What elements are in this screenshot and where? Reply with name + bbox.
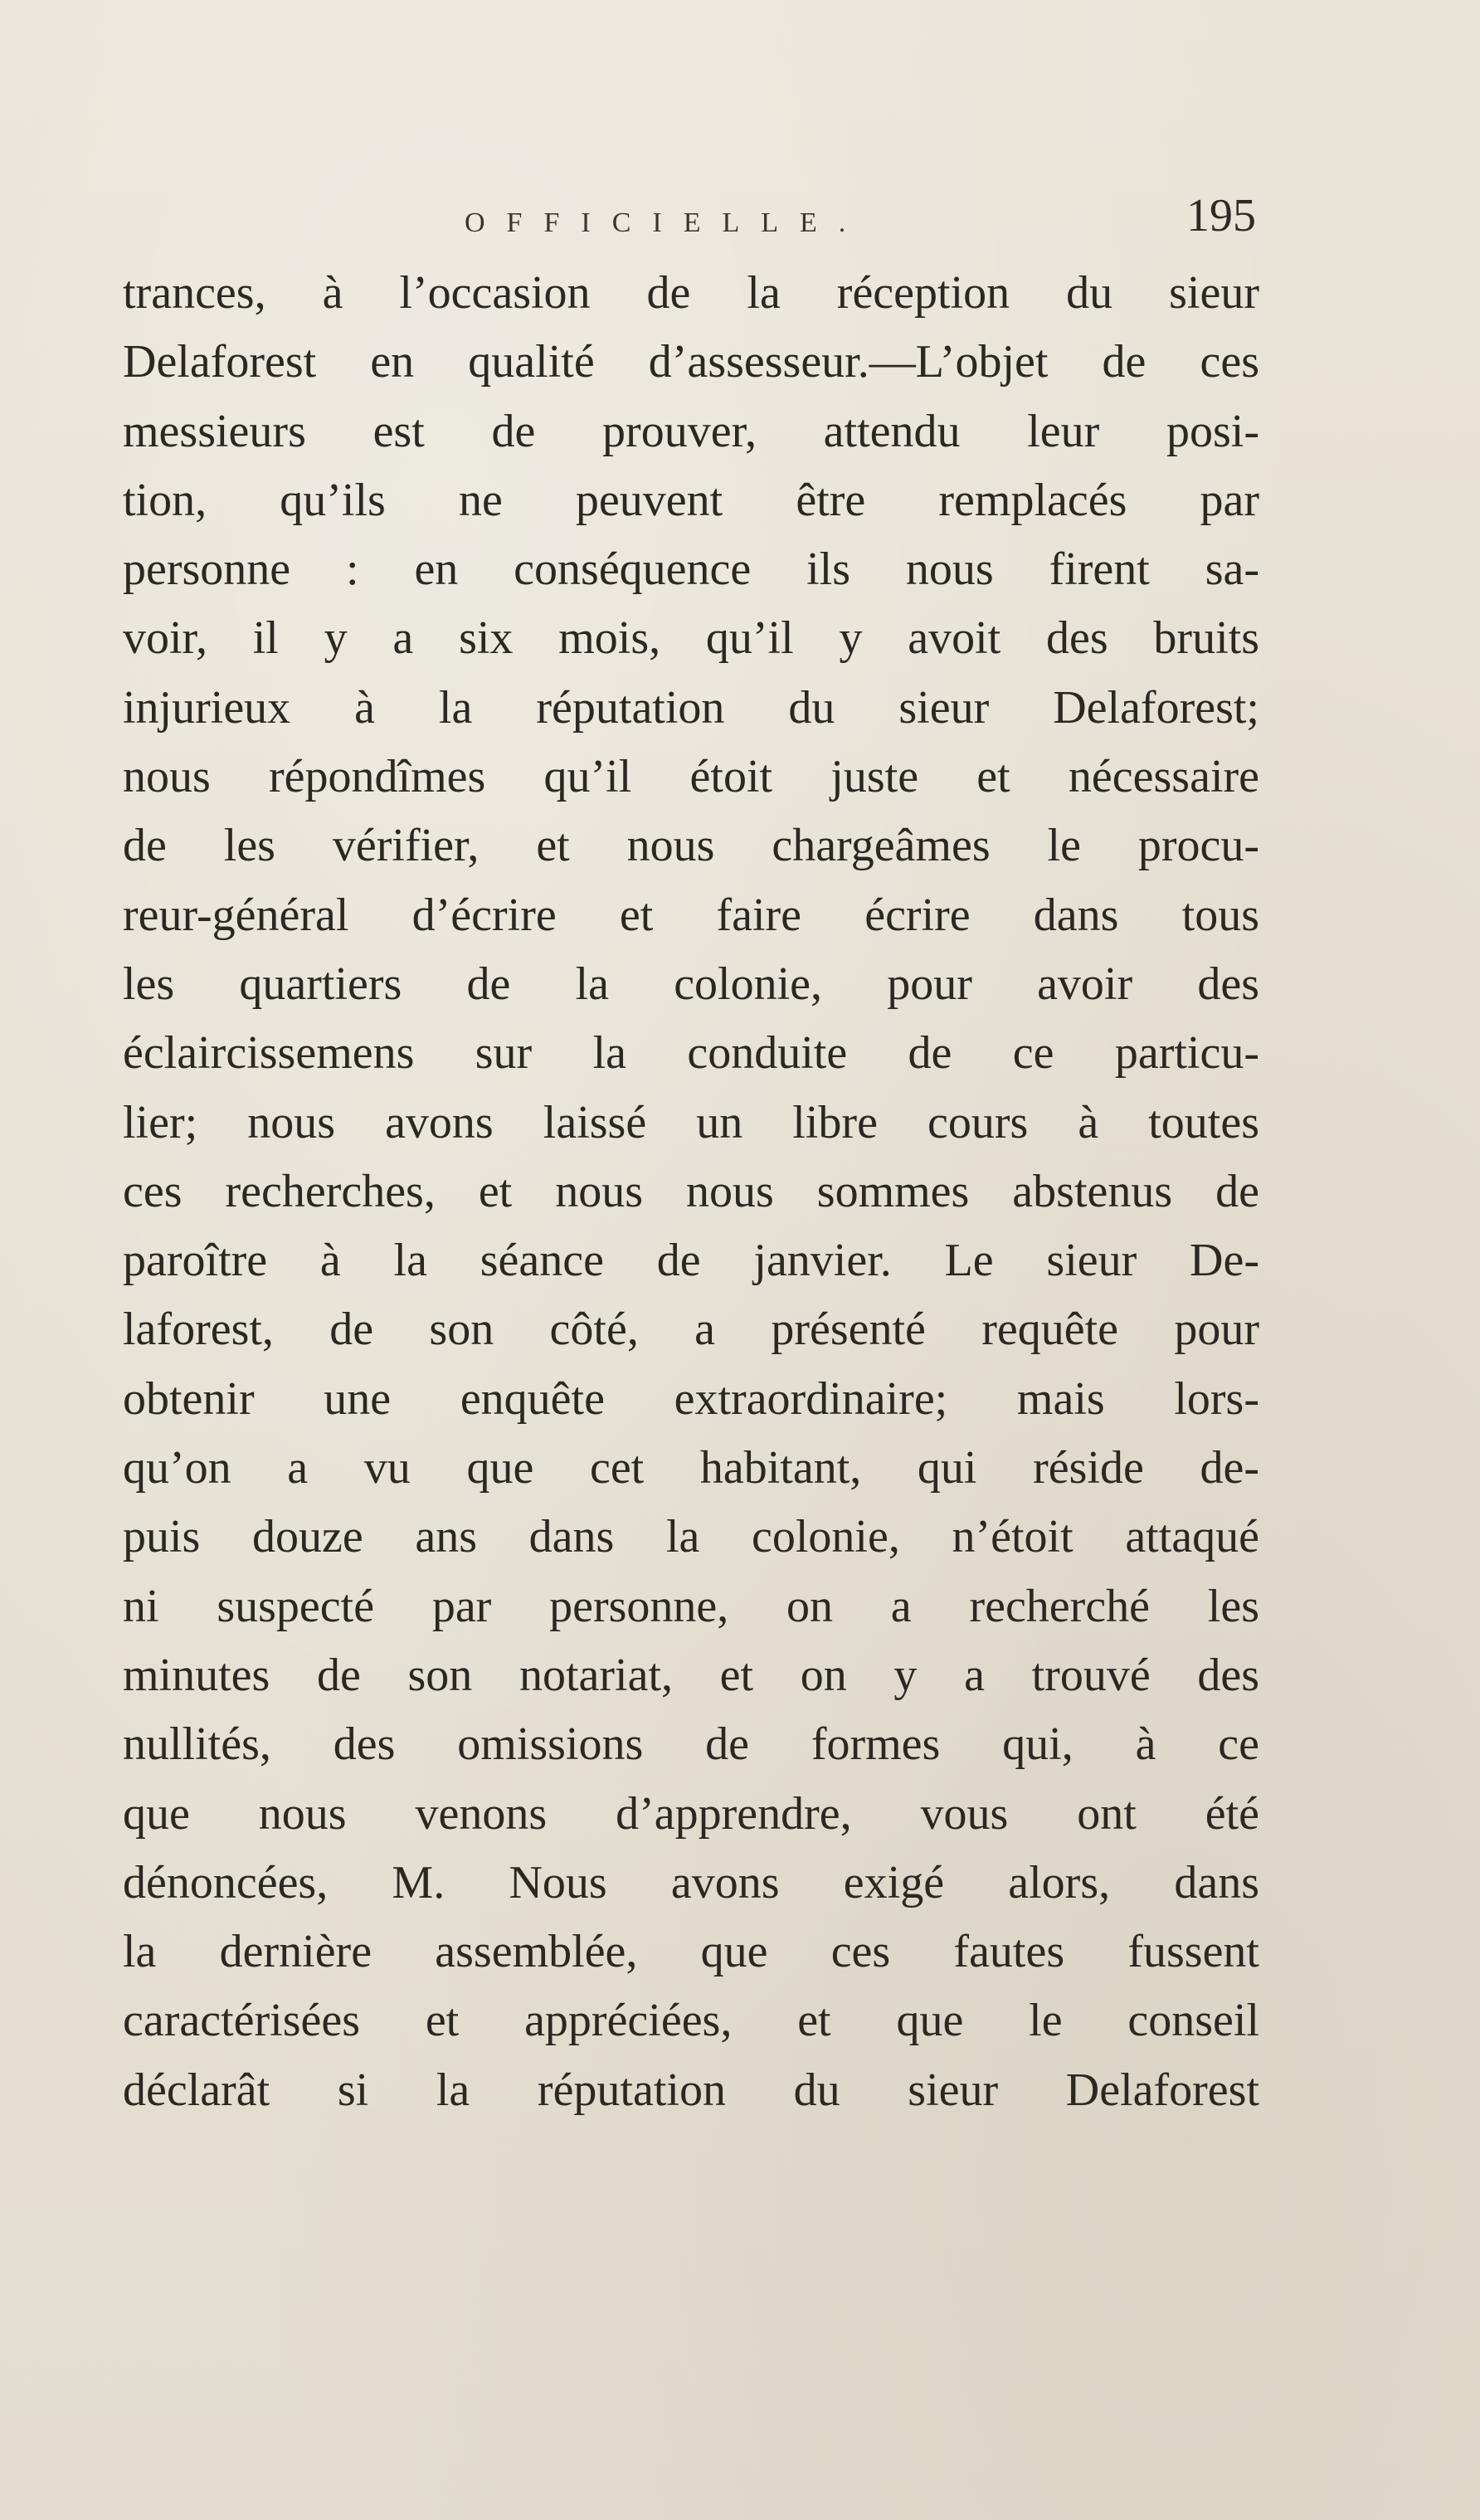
text-line: dénoncées, M. Nous avons exigé alors, dans: [123, 1856, 1259, 1908]
text-line: obtenir une enquête extraordinaire; mais lors-: [123, 1372, 1259, 1425]
text-line: personne : en conséquence ils nous firent sa-: [123, 543, 1259, 596]
text-line: minutes de son notariat, et on y a trouvé des: [123, 1649, 1259, 1701]
text-line: puis douze ans dans la colonie, n’étoit attaqué: [123, 1511, 1259, 1563]
text-line: messieurs est de prouver, attendu leur posi-: [123, 405, 1259, 457]
text-line: Delaforest en qualité d’assesseur.—L’objet de ces: [123, 336, 1259, 388]
running-title: OFFICIELLE.: [465, 207, 868, 238]
text-line: la dernière assemblée, que ces fautes fussent: [123, 1926, 1259, 1978]
text-line: reur-général d’écrire et faire écrire dans tous: [123, 889, 1259, 941]
text-line: injurieux à la réputation du sieur Delaforest;: [123, 681, 1259, 734]
text-line: que nous venons d’apprendre, vous ont été: [123, 1787, 1259, 1840]
text-line: paroître à la séance de janvier. Le sieur De-: [123, 1235, 1259, 1287]
text-line: déclarât si la réputation du sieur Delaforest: [123, 2064, 1259, 2116]
text-line: ces recherches, et nous nous sommes abstenus de: [123, 1165, 1259, 1217]
text-line: caractérisées et appréciées, et que le conseil: [123, 1995, 1259, 2047]
text-line: les quartiers de la colonie, pour avoir des: [123, 958, 1259, 1010]
text-line: nullités, des omissions de formes qui, à ce: [123, 1718, 1259, 1771]
text-line: lier; nous avons laissé un libre cours à toutes: [123, 1096, 1259, 1148]
text-line: de les vérifier, et nous chargeâmes le procu-: [123, 820, 1259, 872]
running-head: [124, 189, 1261, 247]
text-line: qu’on a vu que cet habitant, qui réside de-: [123, 1442, 1259, 1494]
text-line: trances, à l’occasion de la réception du sieur: [123, 267, 1259, 319]
text-line: éclaircissemens sur la conduite de ce particu-: [123, 1027, 1259, 1080]
body-text: [123, 259, 1259, 2125]
page-number: 195: [1186, 190, 1256, 241]
text-line: nous répondîmes qu’il étoit juste et nécessaire: [123, 751, 1259, 803]
text-line: laforest, de son côté, a présenté requête pour: [123, 1304, 1259, 1356]
text-line: ni suspecté par personne, on a recherché les: [123, 1580, 1259, 1632]
text-line: voir, il y a six mois, qu’il y avoit des bruits: [123, 612, 1259, 665]
text-line: tion, qu’ils ne peuvent être remplacés par: [123, 474, 1259, 526]
